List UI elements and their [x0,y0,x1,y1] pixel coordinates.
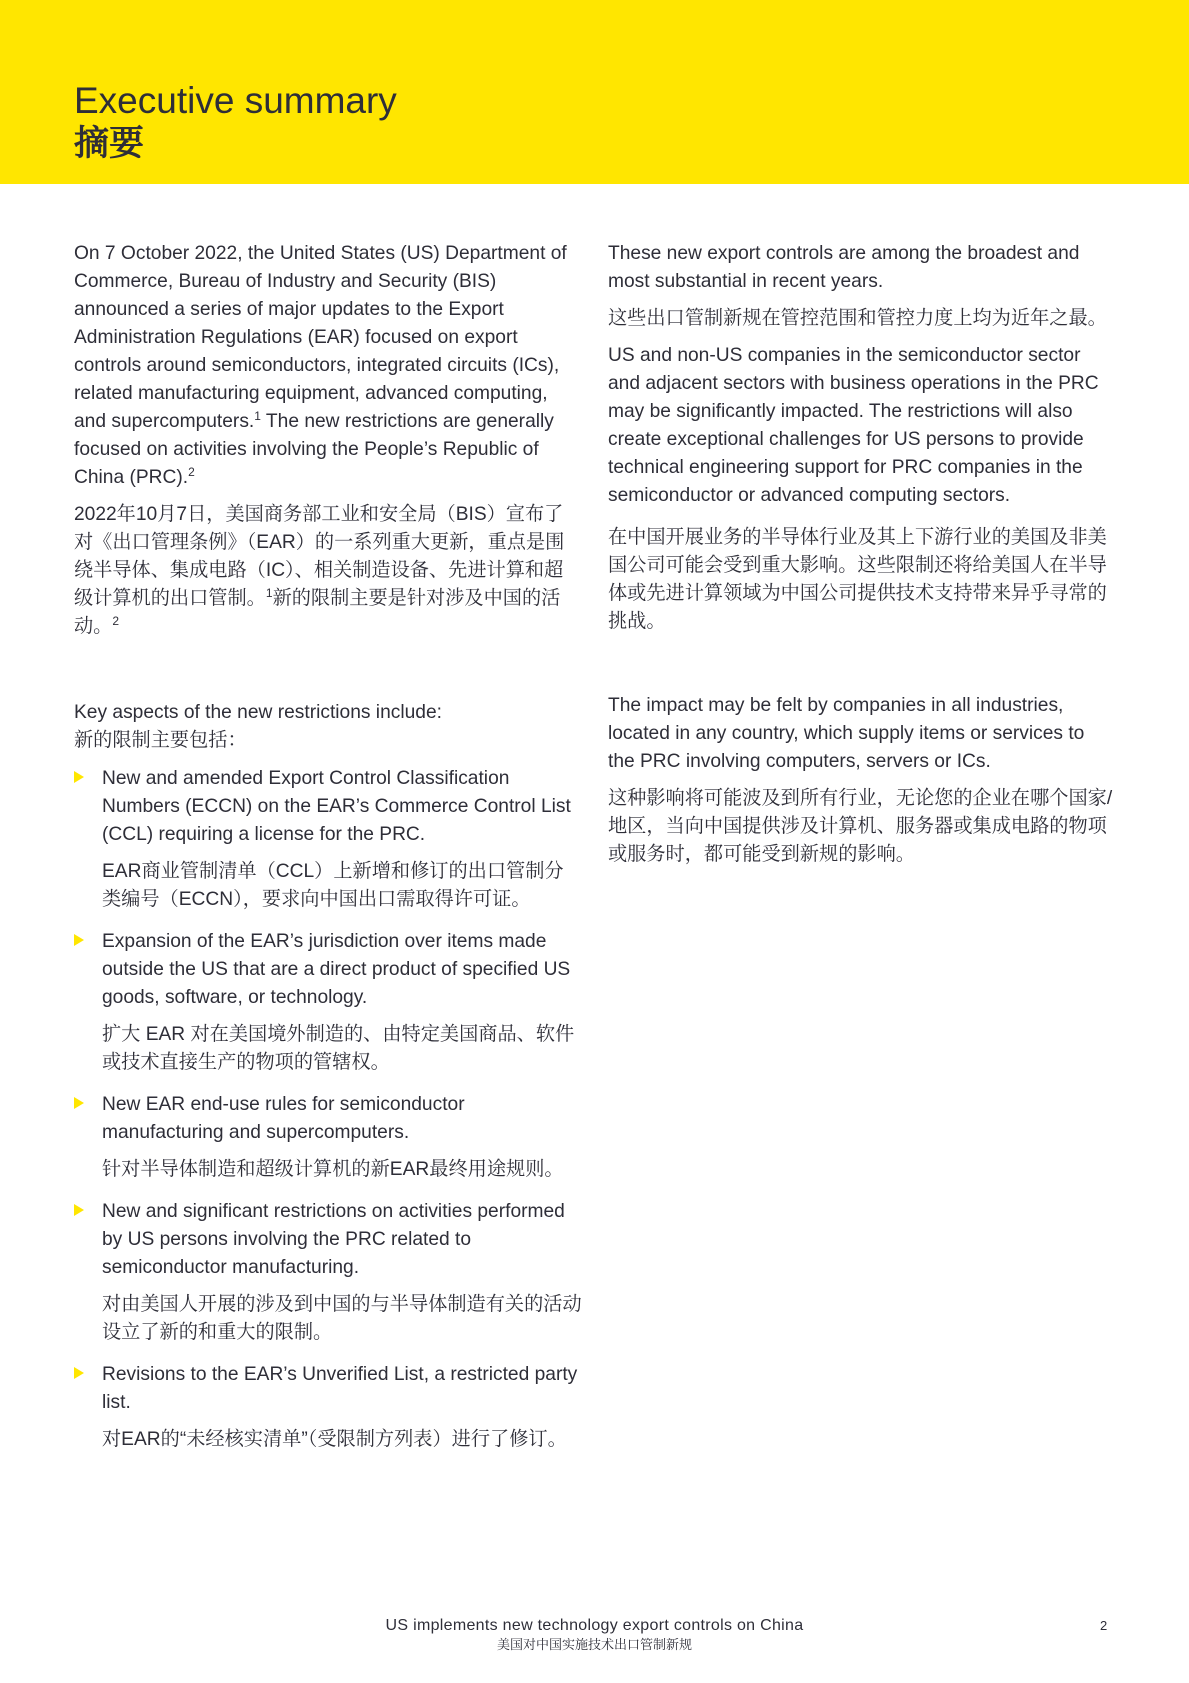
key-aspects-list [74,765,582,1454]
list-item [74,928,582,1077]
list-item-zh: 扩大 EAR 对在美国境外制造的、由特定美国商品、软件或技术直接生产的物项的管辖权。 [102,1024,575,1073]
list-item-zh: EAR商业管制清单（CCL）上新增和修订的出口管制分类编号（ECCN），要求向中国出口需取得许可证。 [102,861,564,910]
right-column [608,240,1116,869]
intro-en-text-b: The new restrictions are generally focused on activities involving the People’s Republic of China (PRC). [74,411,554,488]
footnote-ref-zh-1[interactable]: 1 [265,586,273,600]
intro-en-text-a: On 7 October 2022, the United States (US) Department of Commerce, Bureau of Industry and Security (BIS) announced a series of major updates to the Export Administration Regulations (EAR) focused on export controls around semiconductors, integrated circuits (ICs), related manufacturing equipment, advanced computing, and supercomputers. [74,243,567,432]
felt-paragraph-zh: 这种影响将可能波及到所有行业，无论您的企业在哪个国家/地区，当向中国提供涉及计算机、服务器或集成电路的物项或服务时，都可能受到新规的影响。 [608,788,1113,865]
left-column [74,240,582,1468]
list-item-en: New EAR end-use rules for semiconductor manufacturing and supercomputers. [102,1094,465,1143]
page-title-en: Executive summary [74,80,397,121]
intro-zh-text-b: 新的限制主要是针对涉及中国的活动。 [74,588,561,637]
triangle-bullet-icon [74,1204,84,1216]
broad-paragraph-en: These new export controls are among the broadest and most substantial in recent years. [608,243,1080,292]
key-aspects-heading-en: Key aspects of the new restrictions include: [74,702,442,723]
list-item-en: Expansion of the EAR’s jurisdiction over items made outside the US that are a direct product of specified US goods, software, or technology. [102,931,571,1008]
list-item [74,765,582,914]
list-item [74,1198,582,1347]
page-footer [0,1616,1189,1654]
intro-zh-text-a: 2022年10月7日，美国商务部工业和安全局（BIS）宣布了对《出口管理条例》（EAR）的一系列重大更新，重点是围绕半导体、集成电路（IC）、相关制造设备、先进计算和超级计算机的出口管制。 [74,504,565,609]
impact-paragraph-en: US and non-US companies in the semiconductor sector and adjacent sectors with business operations in the PRC may be significantly impacted. The restrictions will also create exceptional challenges for US persons to provide technical engineering support for PRC companies in the semiconductor or advanced computing sectors. [608,345,1099,506]
intro-paragraph-en [74,240,582,492]
triangle-bullet-icon [74,771,84,783]
triangle-bullet-icon [74,1367,84,1379]
footnote-ref-zh-2[interactable]: 2 [112,614,120,628]
list-item-zh: 对由美国人开展的涉及到中国的与半导体制造有关的活动设立了新的和重大的限制。 [102,1294,582,1343]
impact-paragraph-zh: 在中国开展业务的半导体行业及其上下游行业的美国及非美国公司可能会受到重大影响。这些限制还将给美国人在半导体或先进计算领域为中国公司提供技术支持带来异乎寻常的挑战。 [608,527,1107,632]
list-item-en: New and significant restrictions on activities performed by US persons involving the PRC related to semiconductor manufacturing. [102,1201,565,1278]
footnote-ref-1[interactable]: 1 [254,409,261,423]
footnote-ref-2[interactable]: 2 [188,465,195,479]
list-item [74,1361,582,1454]
page-title [74,80,397,166]
broad-paragraph-zh: 这些出口管制新规在管控范围和管控力度上均为近年之最。 [608,308,1107,329]
felt-paragraph-en: The impact may be felt by companies in all industries, located in any country, which supply items or services to the PRC involving computers, servers or ICs. [608,695,1085,772]
footer-title-zh: 美国对中国实施技术出口管制新规 [496,1637,692,1652]
triangle-bullet-icon [74,1097,84,1109]
intro-paragraph-zh [74,501,582,641]
list-item-zh: 对EAR的“未经核实清单”（受限制方列表）进行了修订。 [102,1429,567,1450]
triangle-bullet-icon [74,934,84,946]
footer-title-en: US implements new technology export controls on China [385,1617,804,1634]
list-item-en: New and amended Export Control Classification Numbers (ECCN) on the EAR’s Commerce Control List (CCL) requiring a license for the PRC. [102,768,571,845]
list-item-zh: 针对半导体制造和超级计算机的新EAR最终用途规则。 [102,1159,564,1180]
page-title-zh: 摘要 [74,124,145,163]
page-number: 2 [1100,1618,1108,1633]
list-item [74,1091,582,1184]
key-aspects-heading-zh: 新的限制主要包括： [74,730,247,751]
list-item-en: Revisions to the EAR’s Unverified List, a restricted party list. [102,1364,578,1413]
